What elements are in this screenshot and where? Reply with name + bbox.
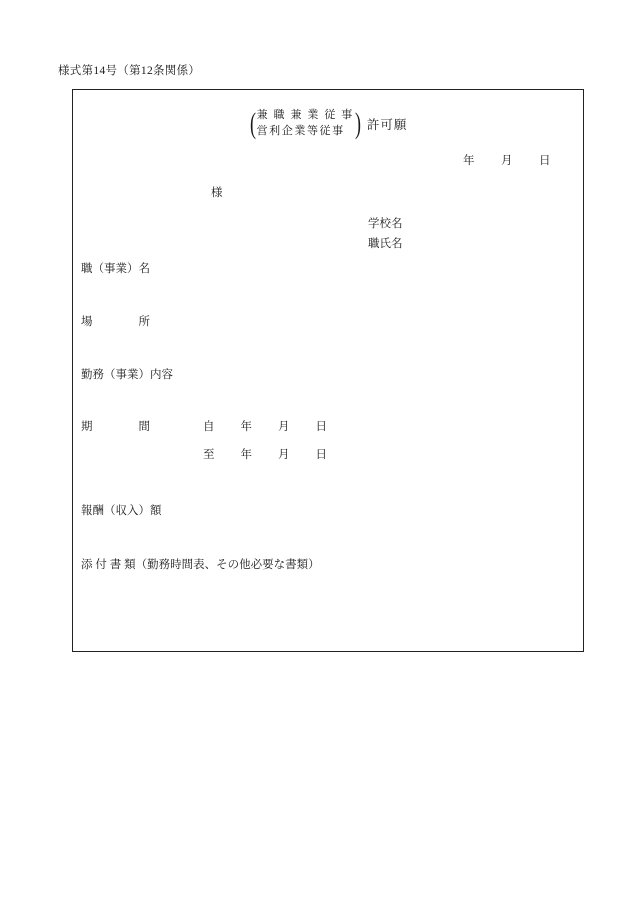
period-to-day: 日 [315, 449, 327, 461]
field-period: 期 間 [81, 421, 150, 433]
addressee-label: 様 [211, 187, 223, 199]
date-line [463, 152, 551, 168]
form-number-heading: 様式第14号（第12条関係） [58, 65, 201, 77]
date-year-label: 年 [463, 155, 475, 167]
date-month-label: 月 [501, 155, 513, 167]
date-day-label: 日 [539, 155, 551, 167]
period-to-month: 月 [278, 449, 290, 461]
title-brace-lines [257, 108, 354, 140]
period-from-line [203, 418, 327, 434]
staff-name-label: 職氏名 [368, 238, 403, 251]
period-to-year: 年 [240, 449, 252, 461]
title-suffix: 許可願 [366, 117, 408, 132]
field-attachments: 添 付 書 類（勤務時間表、その他必要な書類） [81, 559, 320, 571]
title-line-2: 営利企業等従事 [256, 124, 345, 137]
title-line-1: 兼 職 兼 業 従 事 [256, 109, 354, 121]
field-remuneration: 報酬（収入）額 [81, 505, 162, 517]
period-to-line [203, 446, 327, 462]
period-to-mark: 至 [203, 449, 215, 461]
form-box [72, 89, 584, 652]
school-name-label: 学校名 [368, 218, 403, 230]
field-place: 場 所 [81, 316, 150, 328]
brace-open-icon: ( [249, 106, 256, 140]
period-from-month: 月 [278, 421, 290, 433]
field-occupation: 職（事業）名 [81, 263, 150, 275]
period-from-day: 日 [315, 421, 327, 433]
form-title [73, 108, 583, 140]
title-brace-group [249, 108, 408, 140]
field-work-content: 勤務（事業）内容 [81, 369, 173, 381]
brace-close-icon: ) [354, 106, 361, 140]
period-from-year: 年 [240, 421, 252, 433]
sender-block [368, 214, 403, 254]
period-from-mark: 自 [203, 421, 215, 433]
